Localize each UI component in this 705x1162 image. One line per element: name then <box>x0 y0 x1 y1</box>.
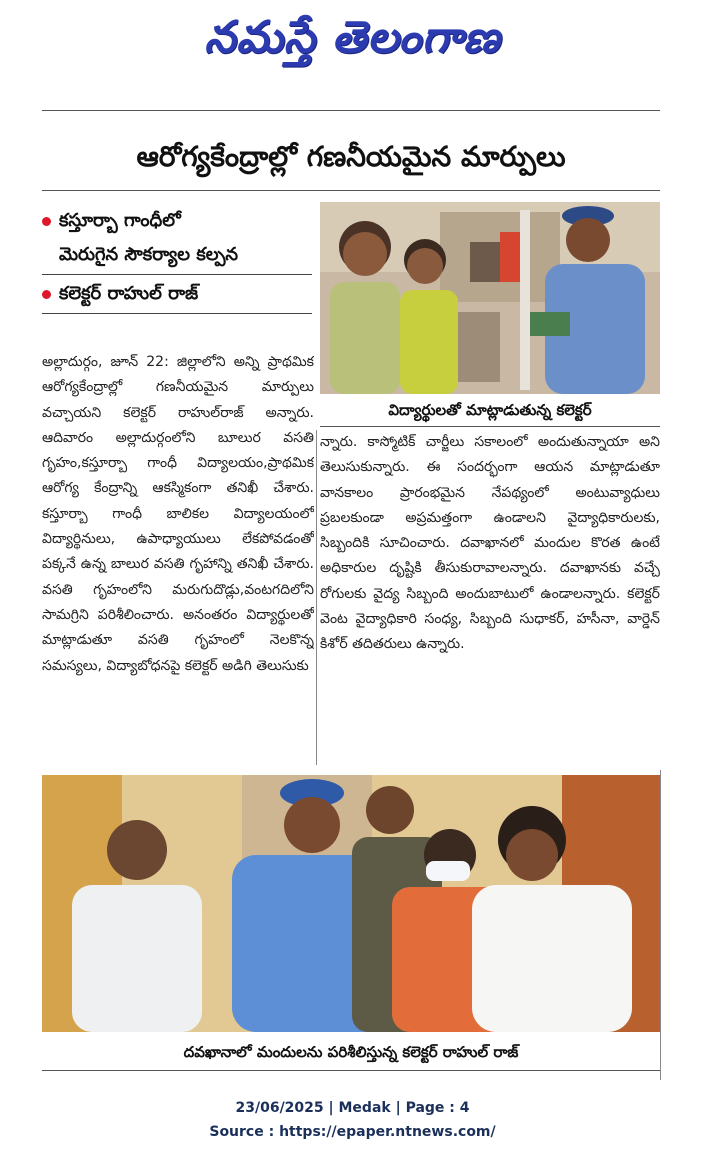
photo-collector-with-students-image <box>320 202 660 394</box>
bullet-separator <box>42 313 312 314</box>
article-body-column-left <box>42 350 314 760</box>
article-body-column-right <box>320 430 660 768</box>
photo-caption-bottom: దవఖానాలో మందులను పరిశీలిస్తున్న కలెక్టర్ రాహుల్ రాజ్ <box>42 1038 660 1066</box>
bullet-item <box>42 277 312 311</box>
article-body-text: న్నారు. కాస్మోటిక్ చార్జీలు సకాలంలో అందుతున్నాయా అని తెలుసుకున్నారు. ఈ సందర్భంగా ఆయన మాట్లాడుతూ వానకాలం ప్రారంభమైన నేపథ్యంలో అంటువ్యాధులు ప్రబలకుండా అప్రమత్తంగా ఉండాలని వైద్యాధికారులకు, సిబ్బందికి సూచించారు. దవాఖానలో మందుల కొరత ఉంటే అధికారుల దృష్టికి తీసుకురావాలన్నారు. దవాఖానకు వచ్చే రోగులకు వైద్య సిబ్బంది అందుబాటులో ఉండాలన్నారు. కలెక్టర్ వెంట వైద్యాధికారి సంధ్య, సిబ్బంది సుధాకర్, హసీనా, వార్డెన్ కిశోర్ తదితరులు ఉన్నారు. <box>320 434 660 653</box>
column-divider <box>316 430 317 765</box>
footer-date-edition: 23/06/2025 | Medak | Page : 4 <box>235 1100 470 1116</box>
footer-source-link[interactable]: Source : https://epaper.ntnews.com/ <box>209 1124 496 1140</box>
subheadline-bullets <box>42 204 312 316</box>
bullet-text: కస్తూర్బా గాంధీలో <box>59 210 181 231</box>
photo-collector-inspecting-medicines <box>42 775 660 1032</box>
headline-divider <box>42 190 660 191</box>
bullet-separator <box>42 274 312 275</box>
masthead-divider <box>42 110 660 111</box>
photo-caption-top: విద్యార్థులతో మాట్లాడుతున్న కలెక్టర్ <box>320 398 660 422</box>
bottom-divider <box>42 1070 660 1071</box>
article-headline: ఆరోగ్యకేంద్రాల్లో గణనీయమైన మార్పులు <box>136 140 566 173</box>
article-body-text: అల్లాదుర్గం, జూన్ 22: జిల్లాలోని అన్ని ప్రాథమిక ఆరోగ్యకేంద్రాల్లో గణనీయమైన మార్పులు వచ్చాయని కలెక్టర్ రాహుల్‌రాజ్ అన్నారు. ఆదివారం అల్లాదుర్గంలోని బూలుర వసతి గృహం,కస్తూర్బా గాంధీ విద్యాలయం,ప్రాథమిక ఆరోగ్య కేంద్రాన్ని ఆకస్మికంగా తనిఖీ చేశారు. కస్తూర్బా గాంధీ బాలికల విద్యాలయంలో విద్యార్థినులు, ఉపాధ్యాయులు లేకపోవడంతో పక్కనే ఉన్న బాలుర వసతి గృహాన్ని తనిఖీ చేశారు. వసతి గృహంలోని మరుగుదొడ్లు,వంటగదిలోని సామగ్రిని పరిశీలించారు. అనంతరం విద్యార్థులతో మాట్లాడుతూ వసతి గృహంలో నెలకొన్న సమస్యలు, విద్యాబోధనపై కలెక్టర్ అడిగి తెలుసుకు <box>42 354 314 674</box>
newspaper-masthead: నమస్తే తెలంగాణ <box>204 12 501 63</box>
photo-collector-inspecting-medicines-image <box>42 775 660 1032</box>
bullet-dot-icon <box>42 290 51 299</box>
page-edge-line <box>660 770 661 1080</box>
bullet-dot-icon <box>42 217 51 226</box>
caption-divider <box>320 426 660 427</box>
photo-collector-with-students <box>320 202 660 394</box>
bullet-item <box>42 204 312 238</box>
bullet-text-continued: మెరుగైన సౌకర్యాల కల్పన <box>59 244 239 265</box>
bullet-text: కలెక్టర్ రాహుల్ రాజ్ <box>59 283 199 304</box>
